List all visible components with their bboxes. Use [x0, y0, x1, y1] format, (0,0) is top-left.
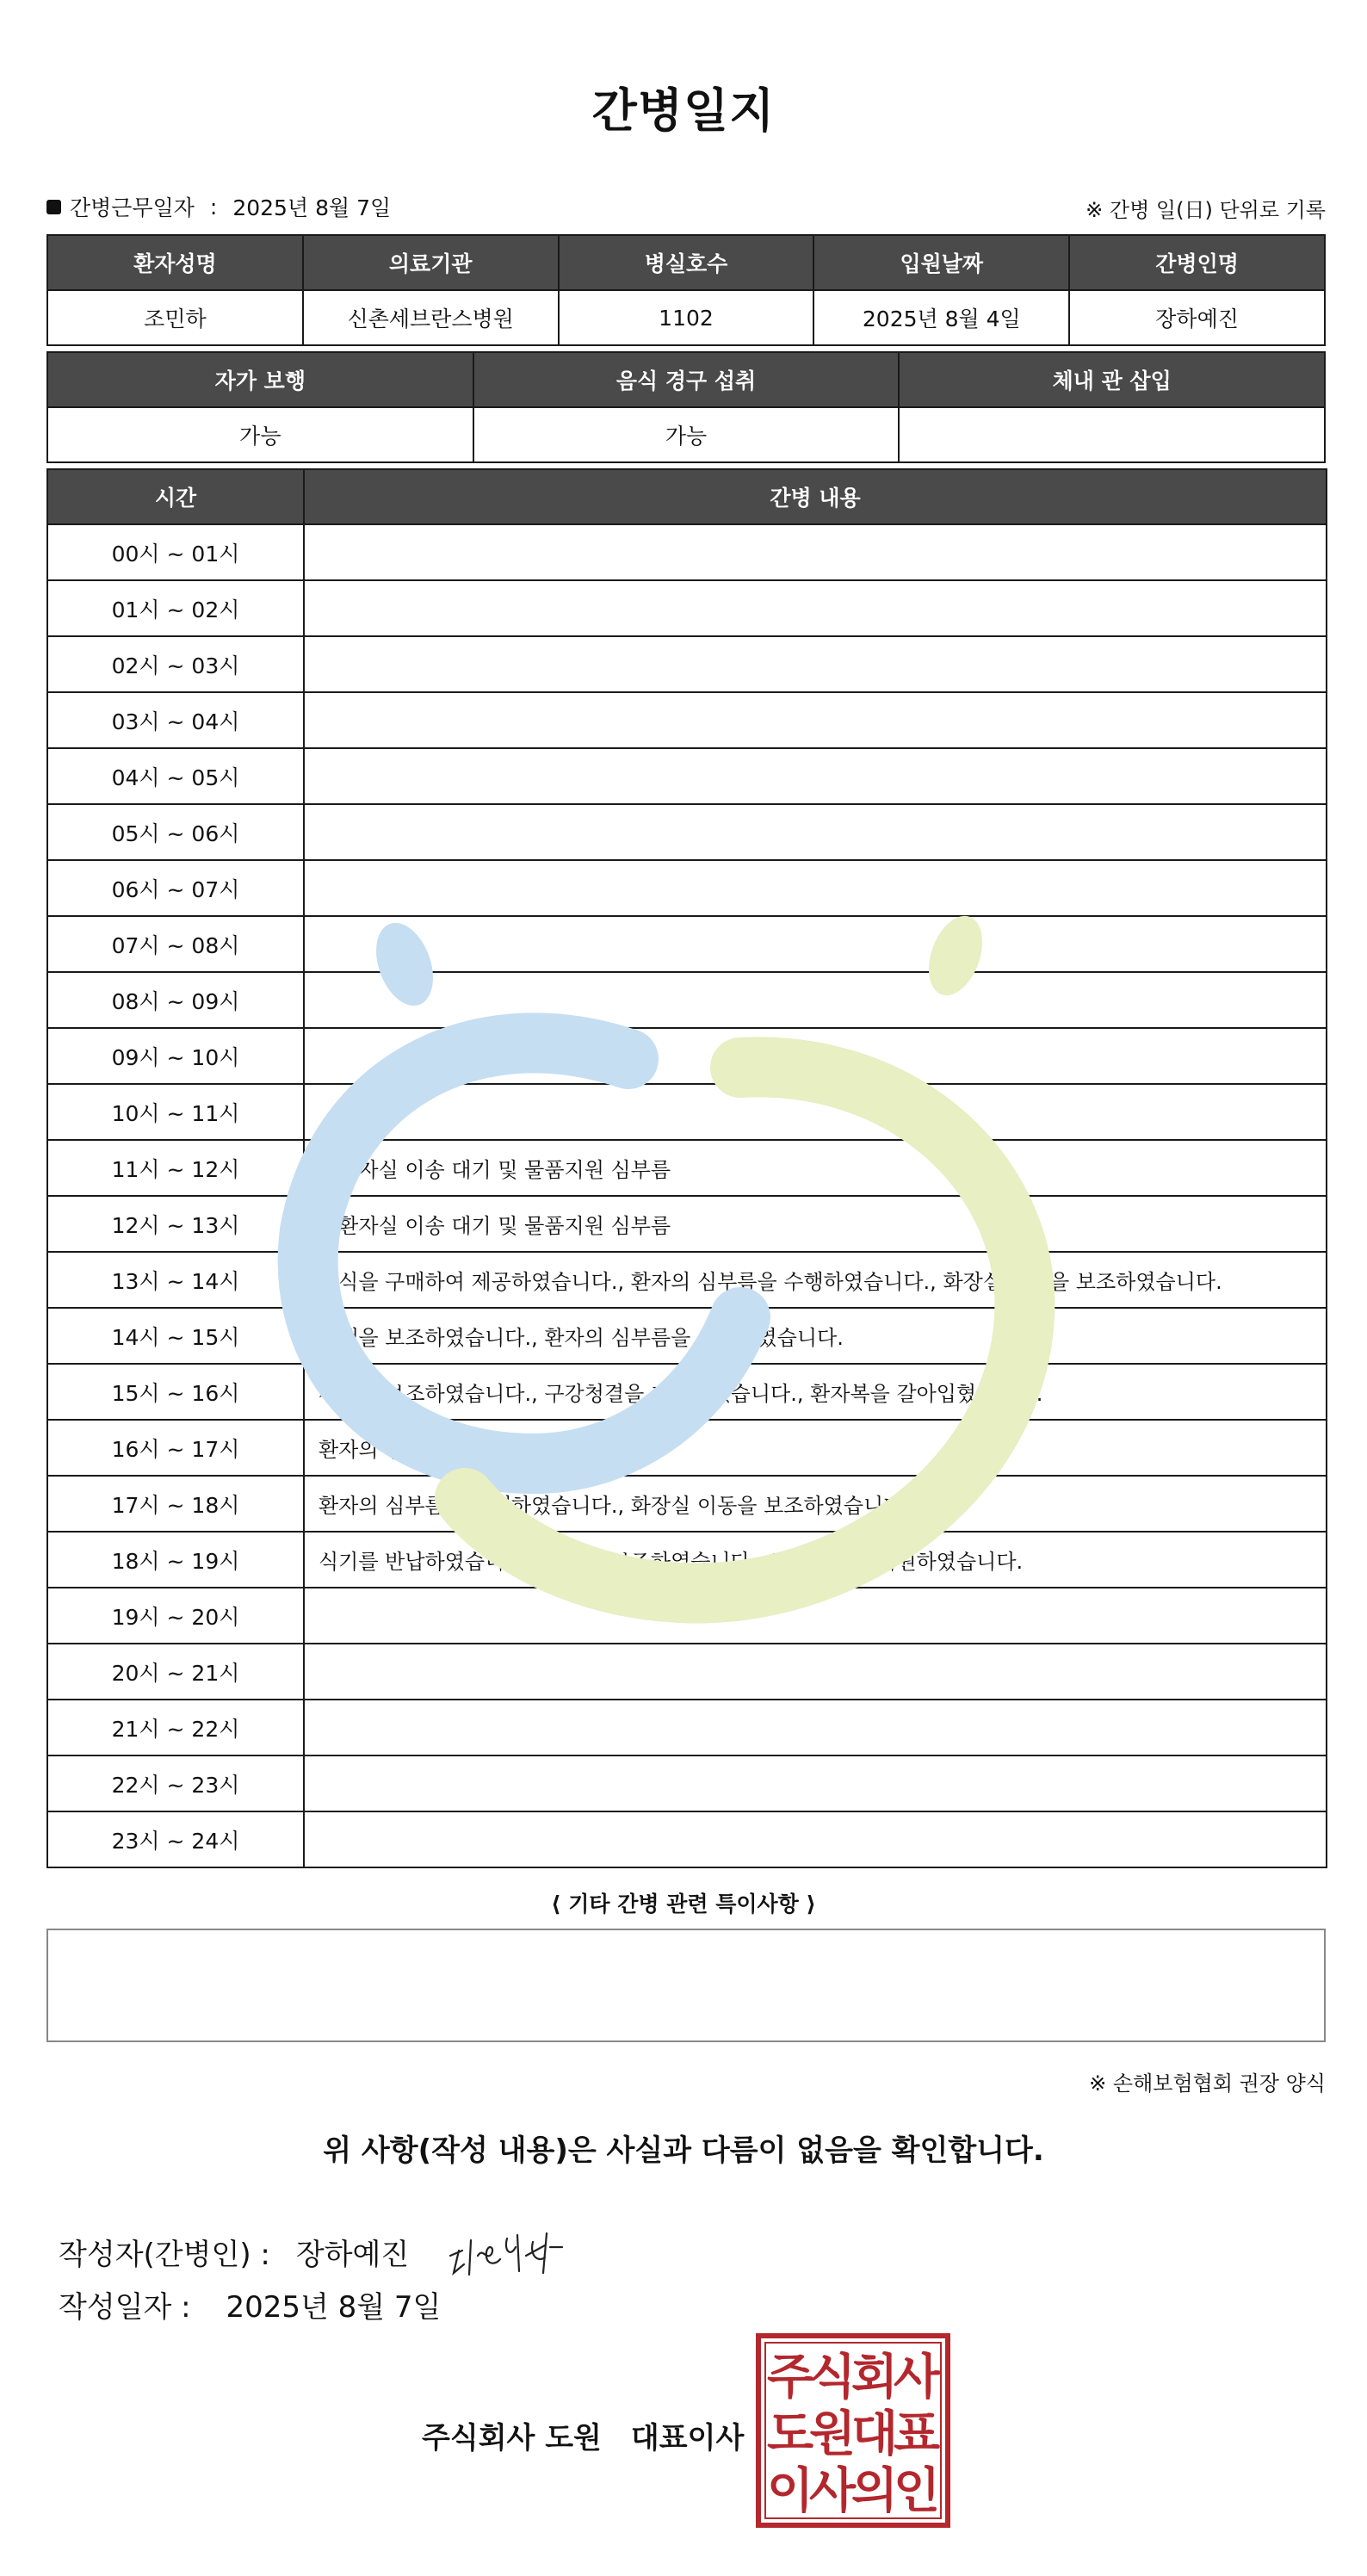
time-slot: 23시 ~ 24시 — [47, 1811, 304, 1867]
time-slot: 12시 ~ 13시 — [47, 1196, 304, 1252]
company-role: 대표이사 — [630, 2421, 745, 2455]
company-name: 주식회사 도원 — [422, 2421, 602, 2455]
care-content: 중환자실 이송 대기 및 물품지원 심부름 — [304, 1196, 1327, 1252]
header-tube-insertion: 체내 관 삽입 — [899, 352, 1325, 407]
header-room: 병실호수 — [559, 235, 814, 290]
table-row — [47, 524, 1327, 580]
care-content — [304, 1811, 1327, 1867]
care-content — [304, 1028, 1327, 1084]
writer-label: 작성자(간병인) : — [59, 2237, 270, 2272]
seal-character: 식 — [808, 2350, 857, 2406]
seal-character: 도 — [766, 2406, 814, 2462]
special-notes-box — [46, 1929, 1326, 2042]
admission-date: 2025년 8월 4일 — [813, 290, 1069, 345]
table-row — [47, 1028, 1327, 1084]
care-content — [304, 804, 1327, 860]
table-row — [47, 1532, 1327, 1588]
care-content: 중환자실 이송 대기 및 물품지원 심부름 — [304, 1140, 1327, 1196]
seal-character: 의 — [851, 2463, 899, 2519]
time-slot: 16시 ~ 17시 — [47, 1420, 304, 1476]
care-content — [304, 1084, 1327, 1140]
table-row — [47, 972, 1327, 1028]
work-date-label: 간병근무일자 — [70, 195, 195, 220]
company-line — [422, 2414, 744, 2456]
table-row — [47, 1811, 1327, 1867]
care-content: 산책을 보조하였습니다., 환자의 심부름을 수행하였습니다. — [304, 1308, 1327, 1364]
table-row — [47, 1420, 1327, 1476]
care-content — [304, 972, 1327, 1028]
care-content: 환자의 심부름을 수행하였습니다. — [304, 1420, 1327, 1476]
time-slot: 11시 ~ 12시 — [47, 1140, 304, 1196]
care-content — [304, 692, 1327, 748]
table-row — [47, 1084, 1327, 1140]
time-slot: 17시 ~ 18시 — [47, 1476, 304, 1532]
table-row — [47, 860, 1327, 916]
header-care-content: 간병 내용 — [304, 469, 1327, 524]
table-row — [47, 1196, 1327, 1252]
time-slot: 19시 ~ 20시 — [47, 1588, 304, 1644]
seal-character: 표 — [893, 2406, 941, 2462]
special-notes-title: ⟨ 기타 간병 관련 특이사항 ⟩ — [551, 1892, 816, 1917]
care-content — [304, 1644, 1327, 1700]
work-date-separator: : — [209, 194, 218, 220]
writer-name: 장하예진 — [295, 2237, 410, 2272]
time-slot: 10시 ~ 11시 — [47, 1084, 304, 1140]
table-row — [47, 1308, 1327, 1364]
time-slot: 21시 ~ 22시 — [47, 1700, 304, 1756]
time-slot: 13시 ~ 14시 — [47, 1252, 304, 1308]
page-title: 간병일지 — [591, 84, 776, 138]
header-patient-name: 환자성명 — [47, 235, 303, 290]
write-date-row — [59, 2283, 441, 2325]
header-admission-date: 입원날짜 — [813, 235, 1069, 290]
table-row — [47, 1700, 1327, 1756]
time-slot: 22시 ~ 23시 — [47, 1756, 304, 1811]
care-content — [304, 1756, 1327, 1811]
header-caregiver-name: 간병인명 — [1069, 235, 1325, 290]
seal-character: 원 — [808, 2406, 857, 2462]
header-hospital: 의료기관 — [303, 235, 559, 290]
seal-character: 주 — [766, 2350, 814, 2406]
record-unit-note: ※ 간병 일(日) 단위로 기록 — [1086, 198, 1326, 222]
room-number: 1102 — [559, 290, 814, 345]
hospital-name: 신촌세브란스병원 — [303, 290, 559, 345]
self-walking-value: 가능 — [47, 407, 473, 462]
table-row — [47, 580, 1327, 636]
header-time: 시간 — [47, 469, 304, 524]
table-row — [47, 1588, 1327, 1644]
care-content: 식기를 반납하였습니다., 식사를 보조하였습니다., 구강청결을 지원하였습니다. — [304, 1532, 1327, 1588]
care-content — [304, 636, 1327, 692]
time-slot: 07시 ~ 08시 — [47, 916, 304, 972]
care-content — [304, 524, 1327, 580]
header-oral-intake: 음식 경구 섭취 — [473, 352, 900, 407]
table-row — [47, 916, 1327, 972]
seal-character: 사 — [893, 2350, 941, 2406]
care-log-rows — [47, 524, 1327, 1867]
seal-character: 이 — [766, 2463, 814, 2519]
care-content: 간식을 구매하여 제공하였습니다., 환자의 심부름을 수행하였습니다., 화장실 이동을 보조하였습니다. — [304, 1252, 1327, 1308]
square-bullet-icon — [46, 200, 61, 214]
table-row — [47, 1644, 1327, 1700]
table-row — [47, 1476, 1327, 1532]
header-self-walking: 자가 보행 — [47, 352, 473, 407]
work-date-value: 2025년 8월 7일 — [232, 195, 392, 220]
care-content — [304, 580, 1327, 636]
time-slot: 03시 ~ 04시 — [47, 692, 304, 748]
seal-character: 대 — [851, 2406, 899, 2462]
table-row — [47, 636, 1327, 692]
work-date-row — [46, 191, 1326, 222]
time-slot: 06시 ~ 07시 — [47, 860, 304, 916]
table-row — [47, 748, 1327, 804]
care-content: 환자의 심부름을 수행하였습니다., 화장실 이동을 보조하였습니다. — [304, 1476, 1327, 1532]
table-row — [47, 692, 1327, 748]
table-row — [47, 1756, 1327, 1811]
care-content — [304, 1588, 1327, 1644]
confirmation-statement: 위 사항(작성 내용)은 사실과 다름이 없음을 확인합니다. — [323, 2133, 1044, 2168]
table-row — [47, 1364, 1327, 1420]
write-date-label: 작성일자 : — [59, 2290, 191, 2325]
company-seal-stamp — [756, 2333, 950, 2528]
seal-character: 사 — [808, 2463, 857, 2519]
time-slot: 15시 ~ 16시 — [47, 1364, 304, 1420]
time-slot: 20시 ~ 21시 — [47, 1644, 304, 1700]
time-slot: 08시 ~ 09시 — [47, 972, 304, 1028]
care-log-table — [46, 468, 1327, 1868]
table-row — [47, 804, 1327, 860]
care-content: 세면을 보조하였습니다., 구강청결을 지원하였습니다., 환자복을 갈아입혔습니다. — [304, 1364, 1327, 1420]
time-slot: 05시 ~ 06시 — [47, 804, 304, 860]
time-slot: 00시 ~ 01시 — [47, 524, 304, 580]
time-slot: 14시 ~ 15시 — [47, 1308, 304, 1364]
table-row — [47, 1140, 1327, 1196]
time-slot: 02시 ~ 03시 — [47, 636, 304, 692]
time-slot: 09시 ~ 10시 — [47, 1028, 304, 1084]
time-slot: 18시 ~ 19시 — [47, 1532, 304, 1588]
patient-name: 조민하 — [47, 290, 303, 345]
tube-insertion-value — [899, 407, 1325, 462]
care-content — [304, 860, 1327, 916]
write-date-value: 2025년 8월 7일 — [226, 2290, 442, 2325]
writer-row — [59, 2221, 564, 2282]
recommended-form-note: ※ 손해보험협회 권장 양식 — [1089, 2071, 1326, 2096]
time-slot: 04시 ~ 05시 — [47, 748, 304, 804]
care-content — [304, 916, 1327, 972]
time-slot: 01시 ~ 02시 — [47, 580, 304, 636]
patient-info-table — [46, 234, 1326, 346]
caregiver-name: 장하예진 — [1069, 290, 1325, 345]
handwritten-signature — [443, 2221, 564, 2282]
care-content — [304, 1700, 1327, 1756]
oral-intake-value: 가능 — [473, 407, 900, 462]
seal-character: 회 — [851, 2350, 899, 2406]
care-content — [304, 748, 1327, 804]
patient-status-table — [46, 351, 1326, 463]
table-row — [47, 1252, 1327, 1308]
seal-character: 인 — [893, 2463, 941, 2519]
